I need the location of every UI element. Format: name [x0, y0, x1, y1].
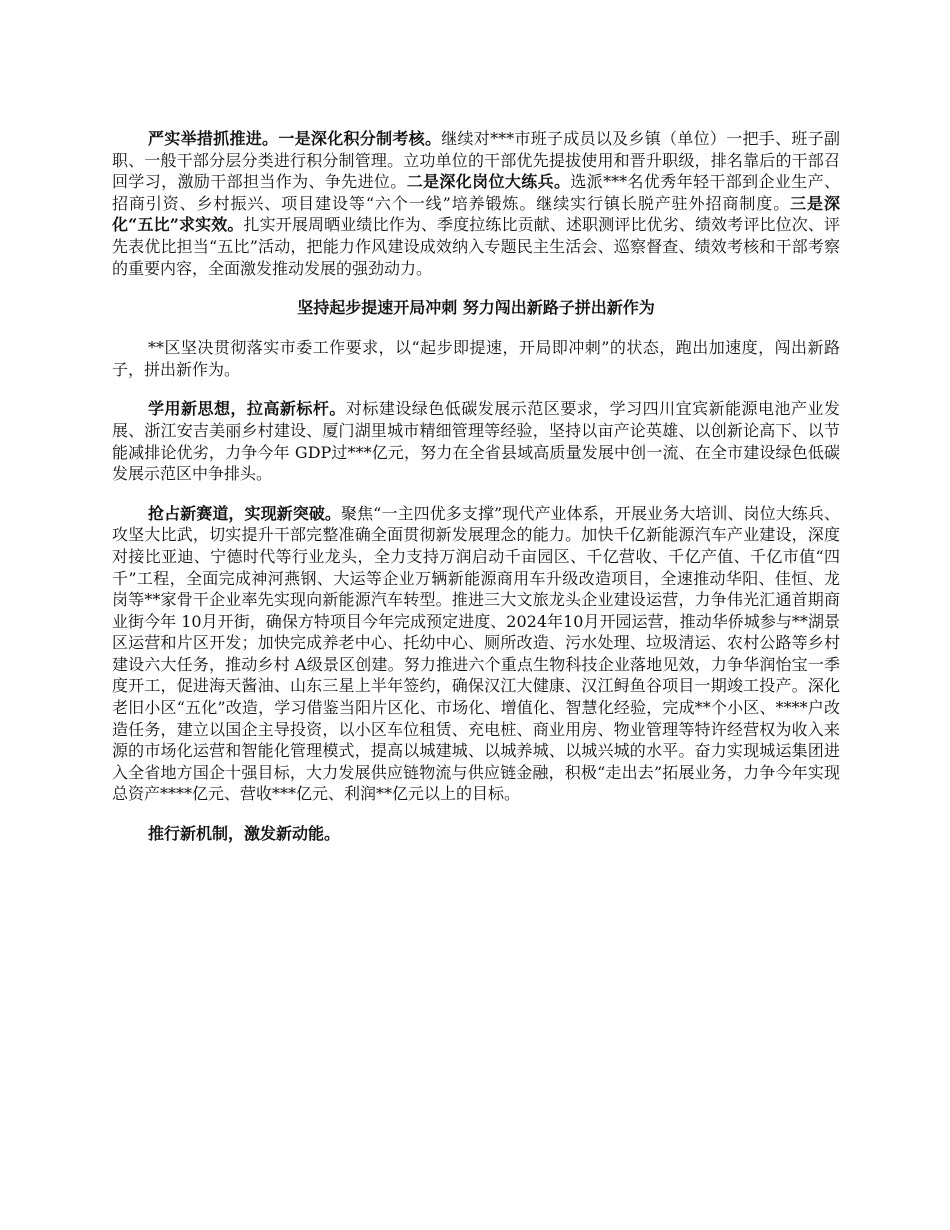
paragraph-body: 对标建设绿色低碳发展示范区要求，学习四川宜宾新能源电池产业发展、浙江安吉美丽乡村建设、厦门湖里城市精细管理等经验，坚持以亩产论英雄、以创新论高下、以节能减排论优劣，力争今年 GDP过***亿元，努力在全省县域高质量发展中创一流、在全市建设绿色低碳发展示范区中争排头。 [112, 399, 840, 484]
paragraph-lead: 抢占新赛道，实现新突破。 [148, 503, 342, 523]
spacer [112, 380, 840, 398]
paragraph-lead: 严实举措抓推进。 [148, 129, 279, 148]
paragraph-intro: **区坚决贯彻落实市委工作要求，以“起步即提速，开局即冲刺”的状态，跑出加速度，闯出新路子，拼出新作为。 [112, 338, 840, 379]
point-two-body: 选派***名优秀年轻干部到企业生产、招商引资、乡村振兴、项目建设等“六个一线”培养锻炼。继续实行镇长脱产驻外招商制度。 [112, 172, 840, 213]
point-two-heading: 二是深化岗位大练兵。 [406, 172, 571, 192]
point-three-body: 扎实开展周晒业绩比作为、季度拉练比贡献、述职测评比优劣、绩效考评比位次、评先表优比担当“五比”活动，把能力作风建设成效纳入专题民主生活会、巡察督查、绩效考核和干部考察的重要内容，全面激发推动发展的强劲动力。 [112, 215, 840, 278]
paragraph-body: 聚焦“一主四优多支撑”现代产业体系，开展业务大培训、岗位大练兵、攻坚大比武，切实提升干部完整准确全面贯彻新发展理念的能力。加快千亿新能源汽车产业建设，深度对接比亚迪、宁德时代等行业龙头，全力支持万润启动千亩园区、千亿营收、千亿产值、千亿市值“四千”工程，全面完成神河燕钢、大运等企业万辆新能源商用车升级改造项目，全速推动华阳、佳恒、龙岗等**家骨干企业率先实现向新能源汽车转型。推进三大文旅龙头企业建设运营，力争伟光汇通首期商业街今年 10月开街，确保方特项目今年完成预定进度、2024年10月开园运营，推动华侨城参与**湖景区运营和片区开发；加快完成养老中心、托幼中心、厕所改造、污水处理、垃圾清运、农村公路等乡村建设六大任务，推动乡村 A级景区创建。努力推进六个重点生物科技企业落地见效，力争华润怡宝一季度开工，促进海天酱油、山东三星上半年签约，确保汉江大健康、汉江鲟鱼谷项目一期竣工投产。深化老旧小区“五化”改造，学习借鉴当阳片区化、市场化、增值化、智慧化经验，完成**个小区、****户改造任务，建立以国企主导投资，以小区车位租赁、充电桩、商业用房、物业管理等特许经营权为收入来源的市场化运营和智能化管理模式，提高以城建城、以城养城、以城兴城的水平。奋力实现城运集团进入全省地方国企十强目标，大力发展供应链物流与供应链金融，积极“走出去”拓展业务，力争今年实现总资产****亿元、营收***亿元、利润**亿元以上的目标。 [112, 503, 840, 804]
spacer [112, 279, 840, 297]
paragraph-lead: 学用新思想，拉高新标杆。 [148, 399, 346, 419]
document-page [112, 128, 840, 845]
point-three-heading: 三是深化“五比”求实效。 [112, 193, 840, 235]
paragraph-measures [112, 128, 840, 279]
spacer [112, 319, 840, 337]
spacer [112, 485, 840, 503]
paragraph-new-track [112, 503, 840, 805]
paragraph-lead: 推行新机制，激发新动能。 [148, 824, 341, 844]
point-one-body: 继续对***市班子成员以及乡镇（单位）一把手、班子副职、一般干部分层分类进行积分制管理。立功单位的干部优先提拔使用和晋升职级，排名靠后的干部召回学习，激励干部担当作为、争先进位。 [112, 129, 840, 192]
spacer [112, 805, 840, 823]
paragraph-new-mechanism [112, 823, 840, 845]
point-one-heading: 一是深化积分制考核。 [278, 129, 442, 148]
paragraph-new-thinking [112, 398, 840, 484]
section-heading: 坚持起步提速开局冲刺 努力闯出新路子拼出新作为 [297, 298, 655, 318]
